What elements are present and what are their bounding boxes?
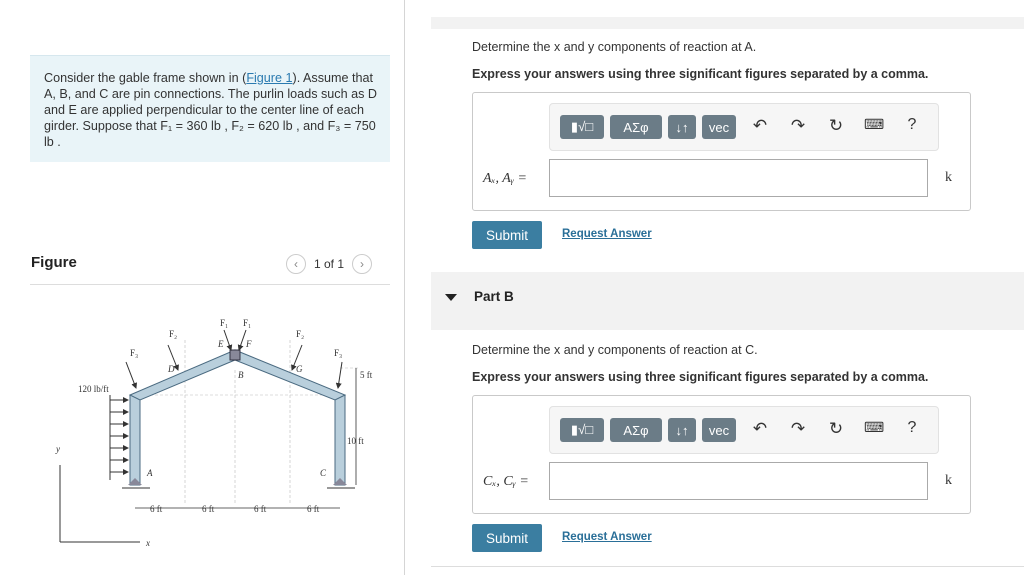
part-b-toolbar [549, 406, 939, 454]
pager-text: 1 of 1 [314, 257, 345, 271]
symbols-button[interactable]: ΑΣφ [610, 115, 662, 139]
right-column [335, 395, 345, 485]
part-b-answer-input[interactable] [549, 462, 928, 500]
force-arrow-f3-left [126, 362, 136, 388]
distributed-load [110, 395, 128, 480]
figure-header [30, 250, 390, 285]
label-f: F [246, 339, 252, 349]
undo-icon[interactable]: ↶ [752, 419, 768, 438]
swap-button[interactable]: ↓↑ [668, 115, 696, 139]
label-g: G [296, 364, 303, 374]
y-axis-label: y [56, 444, 60, 454]
left-girder [130, 350, 235, 400]
part-b-question: Determine the x and y components of reaction at C. [472, 343, 758, 357]
force-label-f1-right: F₁ [243, 318, 252, 328]
symbols-button[interactable]: ΑΣφ [610, 418, 662, 442]
pin-b [230, 350, 240, 360]
figure-pager [286, 254, 372, 274]
part-b-submit-button[interactable]: Submit [472, 524, 542, 552]
dim-label-2: 6 ft [202, 504, 215, 514]
help-button[interactable]: ? [907, 116, 917, 133]
part-a-question: Determine the x and y components of reaction at A. [472, 40, 757, 54]
vec-button[interactable]: vec [702, 418, 736, 442]
force-label-f3-left: F₃ [130, 348, 139, 358]
gable-frame-diagram [50, 310, 380, 560]
left-panel [0, 0, 405, 575]
vec-button[interactable]: vec [702, 115, 736, 139]
gable-frame-figure [50, 310, 380, 560]
chevron-left-icon[interactable]: ‹ [286, 254, 306, 274]
label-c: C [320, 468, 327, 478]
force-label-f1-left: F₁ [220, 318, 229, 328]
figure-link[interactable]: Figure 1 [246, 71, 293, 85]
keyboard-icon[interactable]: ⌨ [864, 116, 885, 132]
part-b-header[interactable] [431, 272, 1024, 330]
chevron-right-icon[interactable]: › [352, 254, 372, 274]
height-label-column: 10 ft [347, 436, 364, 446]
label-b: B [238, 370, 244, 380]
reset-icon[interactable]: ↻ [828, 116, 844, 135]
part-a-unit: k [945, 170, 952, 185]
part-b-request-answer-link[interactable]: Request Answer [562, 531, 652, 543]
force-label-f2-right: F₂ [296, 329, 305, 339]
figure-title: Figure [31, 254, 77, 271]
redo-icon[interactable]: ↷ [790, 116, 806, 135]
part-a-answer-box [472, 92, 971, 211]
x-axis-label: x [146, 538, 150, 548]
part-b-variable-label: Cₓ, Cᵧ = [483, 474, 529, 489]
templates-icon[interactable]: ▮√□ [560, 418, 604, 442]
problem-statement [30, 55, 390, 162]
reset-icon[interactable]: ↻ [828, 419, 844, 438]
undo-icon[interactable]: ↶ [752, 116, 768, 135]
swap-button[interactable]: ↓↑ [668, 418, 696, 442]
force-arrow-f3-right [338, 362, 342, 388]
label-d: D [168, 364, 175, 374]
label-e: E [218, 339, 224, 349]
dim-label-4: 6 ft [307, 504, 320, 514]
force-label-f3-right: F₃ [334, 348, 343, 358]
left-column [130, 395, 140, 485]
height-label-top: 5 ft [360, 370, 373, 380]
dim-label-3: 6 ft [254, 504, 267, 514]
problem-text [44, 70, 384, 150]
part-a-header-strip [431, 17, 1024, 29]
templates-icon[interactable]: ▮√□ [560, 115, 604, 139]
part-a-submit-button[interactable]: Submit [472, 221, 542, 249]
force-arrow-f1-left [224, 330, 231, 350]
load-label: 120 lb/ft [78, 384, 109, 394]
force-arrow-f1-right [239, 330, 246, 350]
part-b-unit: k [945, 473, 952, 488]
part-a-variable-label: Aₓ, Aᵧ = [483, 171, 528, 186]
label-a: A [147, 468, 153, 478]
force-label-f2-left: F₂ [169, 329, 178, 339]
dim-label-1: 6 ft [150, 504, 163, 514]
part-a-answer-input[interactable] [549, 159, 928, 197]
part-b-answer-box [472, 395, 971, 514]
part-a-instruction: Express your answers using three significant figures separated by a comma. [472, 67, 929, 81]
right-panel [405, 0, 1024, 575]
problem-text-pre: Consider the gable frame shown in ( [44, 71, 247, 85]
collapse-triangle-icon[interactable] [445, 294, 457, 301]
part-b-instruction: Express your answers using three significant figures separated by a comma. [472, 370, 929, 384]
part-a-toolbar [549, 103, 939, 151]
bottom-divider [431, 566, 1024, 567]
problem-text-post: ). Assume that A, B, and C are pin connections. The purlin loads such as D and E are applied perpendicular to the center line of each girder. Suppose that F₁ = 360 lb , F₂ = 620 lb , and F₃ = 750 lb . [44, 71, 377, 149]
redo-icon[interactable]: ↷ [790, 419, 806, 438]
help-button[interactable]: ? [907, 419, 917, 436]
keyboard-icon[interactable]: ⌨ [864, 419, 885, 435]
part-b-label: Part B [474, 289, 514, 304]
part-a-request-answer-link[interactable]: Request Answer [562, 228, 652, 240]
